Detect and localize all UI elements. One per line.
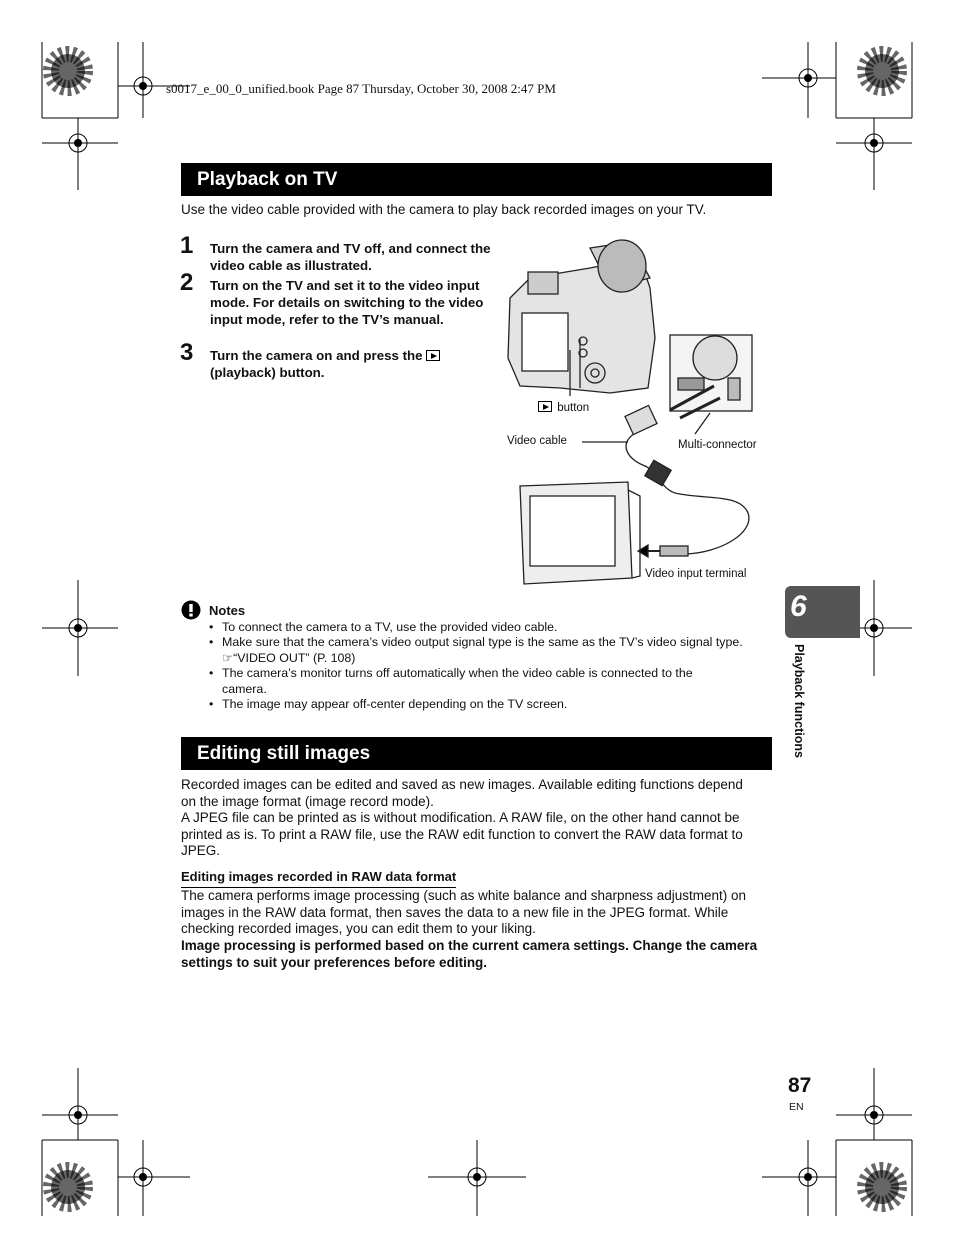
connection-illustration <box>500 238 765 590</box>
step-text <box>210 347 495 381</box>
note-item: • Make sure that the camera’s video output signal type is the same as the TV’s video signal type. ☞“VIDEO OUT” (P. 108) <box>209 635 743 665</box>
exclamation-icon <box>181 600 201 620</box>
editing-paragraph-2: A JPEG file can be printed as is without modification. A RAW file, on the other hand cannot be printed as is. To print a RAW file, use the RAW edit function to convert the RAW data format to JPEG. <box>181 810 743 858</box>
figure-label-button <box>538 401 589 414</box>
page-number: 87 <box>788 1074 812 1097</box>
editing-paragraph-1: Recorded images can be edited and saved as new images. Available editing functions depend on the image format (image record mode). <box>181 777 743 809</box>
raw-bold-paragraph: Image processing is performed based on the current camera settings. Change the camera settings to suit your preferences before editing. <box>181 938 758 970</box>
step-number: 2 <box>180 269 194 296</box>
intro-text: Use the video cable provided with the camera to play back recorded images on your TV. <box>181 202 707 217</box>
raw-subheading: Editing images recorded in RAW data format <box>181 869 456 888</box>
notes-title: Notes <box>209 603 246 618</box>
note-item: • The camera’s monitor turns off automatically when the video cable is connected to the camera. <box>209 666 693 696</box>
step-number: 3 <box>180 339 194 366</box>
chapter-number: 6 <box>790 590 807 623</box>
figure-label-video-input-terminal: Video input terminal <box>645 568 747 580</box>
step-text: Turn on the TV and set it to the video input mode. For details on switching to the video input mode, refer to the TV’s manual. <box>210 278 484 327</box>
figure-label-button-text: button <box>557 402 590 414</box>
step-text-part: Turn the camera on and press the <box>210 348 423 363</box>
playback-icon <box>538 401 552 412</box>
language-code: EN <box>789 1101 804 1113</box>
figure-label-multi-connector: Multi-connector <box>678 439 757 451</box>
note-item: • The image may appear off-center depending on the TV screen. <box>209 697 568 711</box>
figure-label-video-cable: Video cable <box>507 435 567 447</box>
step-text: Turn the camera and TV off, and connect the video cable as illustrated. <box>210 241 491 273</box>
raw-paragraph: The camera performs image processing (such as white balance and sharpness adjustment) on images in the RAW data format, then saves the data to a new file in the JPEG format. While checking recorded images, you can edit them to your liking. <box>181 888 747 936</box>
chapter-side-label: Playback functions <box>792 644 806 758</box>
step-text-part: (playback) button. <box>210 365 325 380</box>
playback-icon <box>426 350 440 361</box>
book-header-line: s0017_e_00_0_unified.book Page 87 Thursday, October 30, 2008 2:47 PM <box>166 81 556 96</box>
section-title-editing-still-images: Editing still images <box>181 737 772 770</box>
step-number: 1 <box>180 232 194 259</box>
section-title-playback-on-tv: Playback on TV <box>181 163 772 196</box>
note-item: • To connect the camera to a TV, use the provided video cable. <box>209 620 558 634</box>
